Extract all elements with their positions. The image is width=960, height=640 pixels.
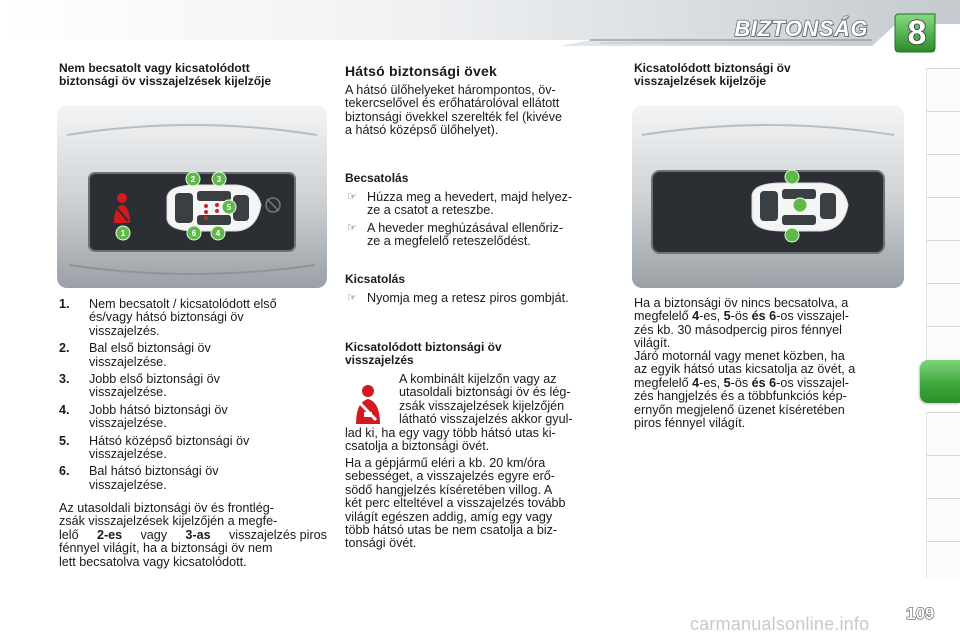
callout-1: 1 xyxy=(120,229,126,238)
chapter-tab-8-active[interactable] xyxy=(920,360,960,403)
warning-text-indented: A kombinált kijelzőn vagy az utasoldali biztonsági öv és lég- zsák visszajelzések kijelzőjén látható visszajelzés akkor gyul- xyxy=(399,372,573,427)
page-number: 109 xyxy=(906,604,935,623)
chapter-tab-3[interactable] xyxy=(926,154,960,197)
list-item: 6. Bal hátsó biztonsági öv visszajelzése. xyxy=(59,464,219,492)
list-item: 4. Jobb hátsó biztonsági öv visszajelzése. xyxy=(59,402,228,431)
chapter-tab-10[interactable] xyxy=(926,455,960,498)
left-heading: Nem becsatolt vagy kicsatolódott biztonsági öv visszajelzések kijelzője xyxy=(59,61,272,88)
list-item: 5. Hátsó középső biztonsági öv visszajelzése. xyxy=(59,433,250,462)
unfasten-heading: Kicsatolás xyxy=(345,272,406,286)
speed-paragraph: Ha a gépjármű eléri a kb. 20 km/óra sebességet, a visszajelzés egyre erő- södő hangjelzés kíséretében villog. A két perc elteltével a visszajelzés tovább világít egészen addig, amíg egy vagy több hátsó utas be nem csatolja a biz- tonsági övét. xyxy=(345,456,566,551)
section-title: BIZTONSÁG xyxy=(734,16,868,41)
right-paragraph-1: Ha a biztonsági öv nincs becsatolva, a megfelelő 4-es, 5-ös és 6-os visszajel- zés kb. 30 másodpercig piros fénnyel világít. xyxy=(634,296,849,351)
callout-6: 6 xyxy=(191,229,197,238)
rear-belts-intro: A hátsó ülőhelyeket hárompontos, öv- tekercselővel és erőhatárolóval ellátott biztonsági övekkel szerelték fel (kivéve a hátsó középső ülőhelyet). xyxy=(345,83,562,138)
fasten-heading: Becsatolás xyxy=(345,171,409,185)
bullet-arrow-icon: ☞ xyxy=(347,221,357,234)
list-item: 1. Nem becsatolt / kicsatolódott első és/vagy hátsó biztonsági öv visszajelzés. xyxy=(59,297,277,338)
list-item: ☞ Húzza meg a hevedert, majd helyez- ze a csatot a reteszbe. xyxy=(347,190,573,218)
chapter-tab-1[interactable] xyxy=(926,68,960,111)
warning-heading: Kicsatolódott biztonsági öv visszajelzés xyxy=(345,340,502,367)
watermark: carmanualsonline.info xyxy=(690,614,870,634)
fasten-steps xyxy=(345,191,615,249)
rear-belt-display-photo xyxy=(632,105,904,288)
chapter-tab-9[interactable] xyxy=(926,412,960,455)
chapter-tab-12[interactable] xyxy=(926,541,960,578)
list-item: ☞ A heveder meghúzásával ellenőriz- ze a megfelelő reteszelődést. xyxy=(347,220,564,249)
chapter-tab-4[interactable] xyxy=(926,197,960,240)
rear-indicator-dot xyxy=(785,170,799,184)
rear-indicator-dot xyxy=(793,198,807,212)
callout-5: 5 xyxy=(226,203,232,212)
chapter-tab-6[interactable] xyxy=(926,283,960,326)
chapter-tab-5[interactable] xyxy=(926,240,960,283)
warning-text-rest: lad ki, ha egy vagy több hátsó utas ki- csatolja a biztonsági övét. xyxy=(345,426,556,454)
list-item: 2. Bal első biztonsági öv visszajelzése. xyxy=(59,341,211,369)
right-heading: Kicsatolódott biztonsági öv visszajelzések kijelzője xyxy=(634,61,791,88)
indicator-list xyxy=(59,298,327,495)
rear-belts-title: Hátsó biztonsági övek xyxy=(345,63,498,79)
chapter-tab-11[interactable] xyxy=(926,498,960,541)
chapter-number: 8 xyxy=(907,13,927,52)
rear-indicator-dot xyxy=(785,228,799,242)
callout-2: 2 xyxy=(190,175,196,184)
callout-4: 4 xyxy=(215,229,221,238)
callout-3: 3 xyxy=(216,175,222,184)
left-paragraph: Az utasoldali biztonsági öv és frontlég- zsák visszajelzések kijelzőjén a megfe- lelő 2-es vagy 3-as visszajelzés piros fénnyel világít, ha a biztonsági öv nem lett becsatolva vagy kicsatolódott. xyxy=(59,501,327,569)
bullet-arrow-icon: ☞ xyxy=(347,292,357,304)
seatbelt-warning-icon xyxy=(348,382,388,426)
chapter-tab-2[interactable] xyxy=(926,111,960,154)
car-topview-icon xyxy=(167,185,261,231)
bullet-arrow-icon: ☞ xyxy=(347,191,357,203)
right-paragraph-2: Járó motornál vagy menet közben, ha az egyik hátsó utas kicsatolja az övét, a megfelelő 4-es, 5-ös és 6-os visszajel- zés hangjelzés és a többfunkciós kép- ernyőn megjelenő üzenet kíséretében piros fénnyel világít. xyxy=(634,349,856,431)
chapter-tabs xyxy=(926,68,960,578)
list-item: 3. Jobb első biztonsági öv visszajelzése. xyxy=(59,372,220,400)
list-item: ☞ Nyomja meg a retesz piros gombját. xyxy=(347,291,569,305)
unfasten-steps xyxy=(345,292,615,305)
front-belt-display-photo xyxy=(57,105,327,288)
